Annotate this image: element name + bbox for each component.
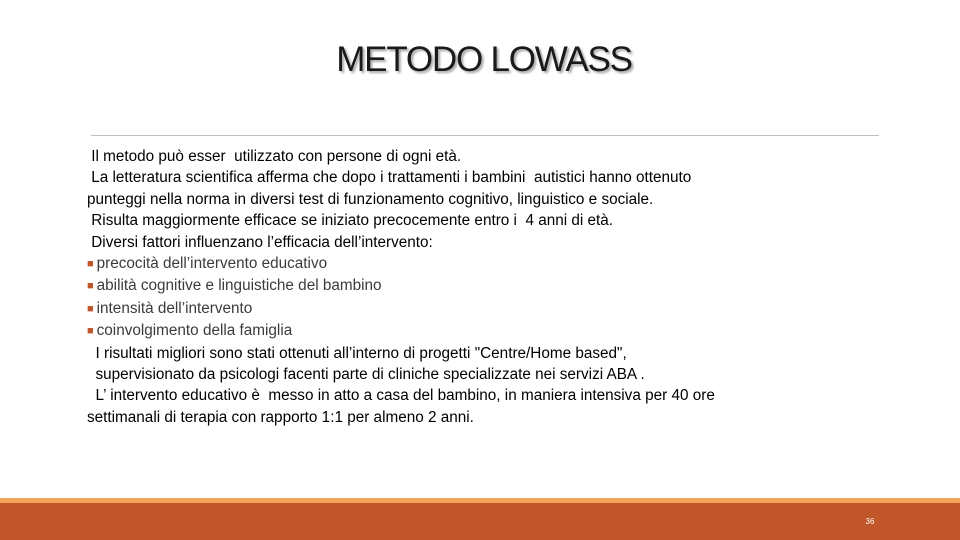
body-line: L’ intervento educativo è messo in atto a casa del bambino, in maniera intensiva per 40 ore — [87, 387, 715, 405]
square-bullet-icon: ■ — [87, 258, 94, 271]
slide-body — [87, 146, 887, 428]
body-line: settimanali di terapia con rapporto 1:1 per almeno 2 anni. — [87, 408, 474, 426]
bullet-item — [87, 275, 887, 297]
bullet-item — [87, 253, 887, 275]
body-line: I risultati migliori sono stati ottenuti all’interno di progetti "Centre/Home based", — [87, 344, 627, 362]
body-line: supervisionato da psicologi facenti parte di cliniche specializzate nei servizi ABA . — [87, 366, 645, 384]
slide-title: METODO LOWASS — [336, 40, 632, 79]
footer-bar — [0, 503, 960, 540]
page-number: 36 — [865, 517, 875, 526]
square-bullet-icon: ■ — [87, 325, 94, 338]
square-bullet-icon: ■ — [87, 280, 94, 293]
body-line: punteggi nella norma in diversi test di funzionamento cognitivo, linguistico e sociale. — [87, 190, 654, 208]
square-bullet-icon: ■ — [87, 302, 94, 315]
body-line: La letteratura scientifica afferma che dopo i trattamenti i bambini autistici hanno ottenuto — [87, 169, 692, 187]
title-divider — [91, 135, 879, 136]
bullet-label: precocità dell’intervento educativo — [96, 255, 328, 273]
body-line: Diversi fattori influenzano l’efficacia dell’intervento: — [87, 233, 433, 251]
bullet-label: abilità cognitive e linguistiche del bambino — [96, 277, 382, 295]
bullet-label: intensità dell’intervento — [96, 299, 253, 317]
body-line: Il metodo può esser utilizzato con persone di ogni età. — [87, 148, 462, 165]
body-line: Risulta maggiormente efficace se iniziato precocemente entro i 4 anni di età. — [87, 212, 614, 230]
bullet-item — [87, 298, 887, 320]
bullet-item — [87, 320, 887, 342]
bullet-label: coinvolgimento della famiglia — [96, 322, 293, 340]
